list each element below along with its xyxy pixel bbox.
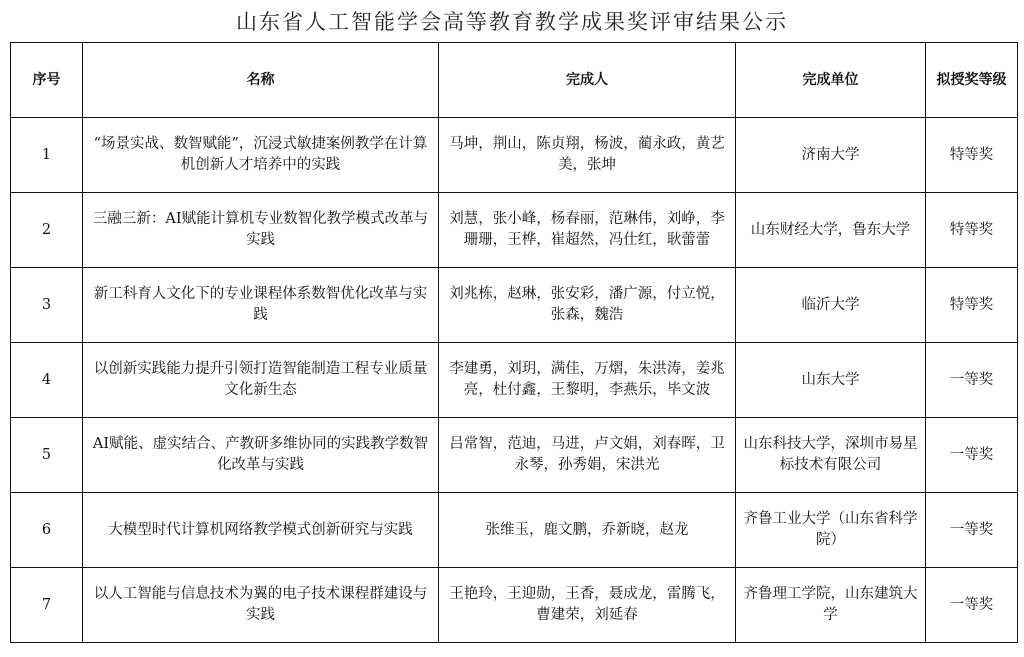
cell-people: 马坤，荆山，陈贞翔，杨波，蔺永政，黄艺美，张坤 bbox=[439, 118, 736, 193]
cell-people: 王艳玲，王迎勋，王香，聂成龙，雷腾飞，曹建荣，刘延春 bbox=[439, 568, 736, 643]
cell-unit: 山东财经大学，鲁东大学 bbox=[736, 193, 926, 268]
cell-people: 刘慧，张小峰，杨春丽，范琳伟，刘峥，李珊珊，王桦，崔超然，冯仕红，耿蕾蕾 bbox=[439, 193, 736, 268]
cell-award: 一等奖 bbox=[926, 568, 1018, 643]
table-row bbox=[11, 118, 1018, 193]
cell-name: 三融三新：AI赋能计算机专业数智化教学模式改革与实践 bbox=[83, 193, 439, 268]
cell-people: 张维玉，鹿文鹏，乔新晓，赵龙 bbox=[439, 493, 736, 568]
cell-name: 大模型时代计算机网络教学模式创新研究与实践 bbox=[83, 493, 439, 568]
table-header-row bbox=[11, 43, 1018, 118]
header-award: 拟授奖等级 bbox=[926, 43, 1018, 118]
cell-unit: 齐鲁工业大学（山东省科学院） bbox=[736, 493, 926, 568]
cell-name: 新工科育人文化下的专业课程体系数智优化改革与实践 bbox=[83, 268, 439, 343]
cell-unit: 临沂大学 bbox=[736, 268, 926, 343]
cell-name: AI赋能、虚实结合、产教研多维协同的实践教学数智化改革与实践 bbox=[83, 418, 439, 493]
cell-people: 吕常智，范迪，马进，卢文娟，刘春晖，卫永琴，孙秀娟，宋洪光 bbox=[439, 418, 736, 493]
cell-no: 3 bbox=[11, 268, 83, 343]
cell-no: 5 bbox=[11, 418, 83, 493]
cell-unit: 济南大学 bbox=[736, 118, 926, 193]
results-table bbox=[10, 42, 1018, 643]
cell-award: 特等奖 bbox=[926, 268, 1018, 343]
cell-unit: 齐鲁理工学院，山东建筑大学 bbox=[736, 568, 926, 643]
cell-award: 一等奖 bbox=[926, 493, 1018, 568]
table-row bbox=[11, 568, 1018, 643]
cell-people: 李建勇，刘玥，满佳，万熠，朱洪涛，姜兆亮，杜付鑫，王黎明，李燕乐，毕文波 bbox=[439, 343, 736, 418]
cell-people: 刘兆栋，赵琳，张安彩，潘广源，付立悦，张森，魏浩 bbox=[439, 268, 736, 343]
header-name: 名称 bbox=[83, 43, 439, 118]
table-row bbox=[11, 268, 1018, 343]
cell-unit: 山东大学 bbox=[736, 343, 926, 418]
cell-name: “场景实战、数智赋能”，沉浸式敏捷案例教学在计算机创新人才培养中的实践 bbox=[83, 118, 439, 193]
cell-award: 一等奖 bbox=[926, 343, 1018, 418]
header-no: 序号 bbox=[11, 43, 83, 118]
page-title: 山东省人工智能学会高等教育教学成果奖评审结果公示 bbox=[236, 10, 788, 34]
cell-no: 4 bbox=[11, 343, 83, 418]
table-row bbox=[11, 193, 1018, 268]
cell-name: 以创新实践能力提升引领打造智能制造工程专业质量文化新生态 bbox=[83, 343, 439, 418]
cell-award: 一等奖 bbox=[926, 418, 1018, 493]
cell-no: 2 bbox=[11, 193, 83, 268]
header-people: 完成人 bbox=[439, 43, 736, 118]
table-row bbox=[11, 493, 1018, 568]
table-row bbox=[11, 418, 1018, 493]
cell-award: 特等奖 bbox=[926, 193, 1018, 268]
cell-award: 特等奖 bbox=[926, 118, 1018, 193]
cell-no: 1 bbox=[11, 118, 83, 193]
header-unit: 完成单位 bbox=[736, 43, 926, 118]
cell-name: 以人工智能与信息技术为翼的电子技术课程群建设与实践 bbox=[83, 568, 439, 643]
cell-no: 7 bbox=[11, 568, 83, 643]
cell-unit: 山东科技大学，深圳市易星标技术有限公司 bbox=[736, 418, 926, 493]
table-row bbox=[11, 343, 1018, 418]
cell-no: 6 bbox=[11, 493, 83, 568]
